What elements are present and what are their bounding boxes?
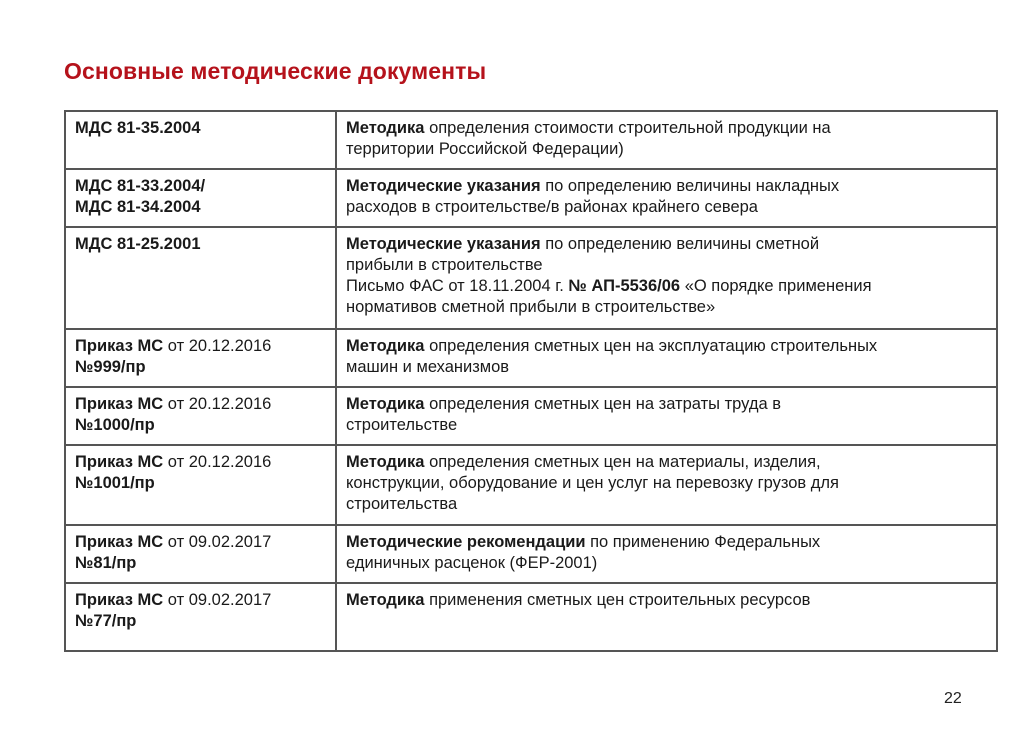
ref-line: [75, 452, 327, 473]
bold-segment: Методические указания: [346, 177, 541, 195]
bold-segment: Методика: [346, 119, 425, 137]
text-segment: определения сметных цен на затраты труда в: [424, 395, 782, 413]
text-segment: от 20.12.2016: [163, 337, 272, 355]
desc-line: [346, 553, 988, 574]
text-segment: применения сметных цен строительных ресурсов: [424, 591, 811, 609]
document-reference-cell: [65, 445, 336, 525]
bold-segment: Приказ МС: [75, 453, 164, 471]
bold-segment: №81/пр: [75, 554, 137, 572]
desc-line: [346, 415, 988, 436]
text-segment: по определению величины накладных: [540, 177, 840, 195]
text-segment: по применению Федеральных: [585, 533, 821, 551]
text-segment: строительства: [346, 495, 458, 513]
ref-line: [75, 415, 327, 436]
document-reference-cell: [65, 387, 336, 445]
desc-line: [346, 297, 988, 318]
text-segment: определения сметных цен на эксплуатацию строительных: [424, 337, 878, 355]
document-description-cell: [336, 227, 997, 329]
desc-line: [346, 234, 988, 255]
text-segment: конструкции, оборудование и цен услуг на перевозку грузов для: [346, 474, 839, 492]
text-segment: от 20.12.2016: [163, 453, 272, 471]
ref-line: [75, 336, 327, 357]
text-segment: единичных расценок (ФЕР-2001): [346, 554, 598, 572]
bold-segment: МДС 81-33.2004/: [75, 177, 206, 195]
document-reference-cell: [65, 329, 336, 387]
bold-segment: Приказ МС: [75, 395, 164, 413]
ref-line: [75, 234, 327, 255]
bold-segment: №1000/пр: [75, 416, 155, 434]
bold-segment: №999/пр: [75, 358, 146, 376]
table-row: [65, 111, 997, 169]
ref-line: [75, 590, 327, 611]
text-segment: машин и механизмов: [346, 358, 510, 376]
ref-line: [75, 197, 327, 218]
text-segment: от 20.12.2016: [163, 395, 272, 413]
text-segment: прибыли в строительстве: [346, 256, 543, 274]
document-reference-cell: [65, 227, 336, 329]
desc-line: [346, 494, 988, 515]
bold-segment: Приказ МС: [75, 533, 164, 551]
text-segment: по определению величины сметной: [540, 235, 820, 253]
text-segment: определения сметных цен на материалы, изделия,: [424, 453, 821, 471]
desc-line: [346, 118, 988, 139]
table-row: [65, 227, 997, 329]
bold-segment: Методические указания: [346, 235, 541, 253]
ref-line: [75, 473, 327, 494]
document-description-cell: [336, 169, 997, 227]
document-reference-cell: [65, 525, 336, 583]
bold-segment: МДС 81-34.2004: [75, 198, 201, 216]
bold-segment: МДС 81-35.2004: [75, 119, 201, 137]
desc-line: [346, 357, 988, 378]
desc-line: [346, 336, 988, 357]
document-description-cell: [336, 387, 997, 445]
page-number: 22: [944, 690, 962, 707]
table-row: [65, 169, 997, 227]
bold-segment: №77/пр: [75, 612, 137, 630]
document-description-cell: [336, 445, 997, 525]
bold-segment: МДС 81-25.2001: [75, 235, 201, 253]
ref-line: [75, 176, 327, 197]
text-segment: от 09.02.2017: [163, 533, 272, 551]
desc-line: [346, 176, 988, 197]
table-row: [65, 525, 997, 583]
desc-line: [346, 532, 988, 553]
desc-line: [346, 139, 988, 160]
text-segment: нормативов сметной прибыли в строительстве»: [346, 298, 716, 316]
text-segment: Письмо ФАС от 18.11.2004 г.: [346, 277, 569, 295]
document-description-cell: [336, 583, 997, 651]
desc-line: [346, 394, 988, 415]
bold-segment: Методика: [346, 453, 425, 471]
desc-line: [346, 590, 988, 611]
text-segment: расходов в строительстве/в районах крайнего севера: [346, 198, 758, 216]
desc-line: [346, 452, 988, 473]
document-description-cell: [336, 525, 997, 583]
bold-segment: №1001/пр: [75, 474, 155, 492]
document-reference-cell: [65, 583, 336, 651]
bold-segment: № АП-5536/06: [568, 277, 681, 295]
bold-segment: Приказ МС: [75, 337, 164, 355]
text-segment: определения стоимости строительной продукции на: [424, 119, 831, 137]
document-description-cell: [336, 329, 997, 387]
table-row: [65, 583, 997, 651]
ref-line: [75, 553, 327, 574]
text-segment: «О порядке применения: [680, 277, 872, 295]
table-row: [65, 445, 997, 525]
documents-table: [64, 110, 998, 652]
desc-line: [346, 276, 988, 297]
bold-segment: Методика: [346, 337, 425, 355]
ref-line: [75, 118, 327, 139]
document-description-cell: [336, 111, 997, 169]
table-row: [65, 329, 997, 387]
text-segment: территории Российской Федерации): [346, 140, 624, 158]
desc-line: [346, 473, 988, 494]
bold-segment: Приказ МС: [75, 591, 164, 609]
bold-segment: Методика: [346, 395, 425, 413]
ref-line: [75, 394, 327, 415]
page-title: Основные методические документы: [64, 58, 487, 84]
table-row: [65, 387, 997, 445]
ref-line: [75, 532, 327, 553]
desc-line: [346, 255, 988, 276]
text-segment: строительстве: [346, 416, 458, 434]
document-reference-cell: [65, 169, 336, 227]
bold-segment: Методика: [346, 591, 425, 609]
ref-line: [75, 357, 327, 378]
bold-segment: Методические рекомендации: [346, 533, 586, 551]
document-reference-cell: [65, 111, 336, 169]
desc-line: [346, 197, 988, 218]
ref-line: [75, 611, 327, 632]
text-segment: от 09.02.2017: [163, 591, 272, 609]
